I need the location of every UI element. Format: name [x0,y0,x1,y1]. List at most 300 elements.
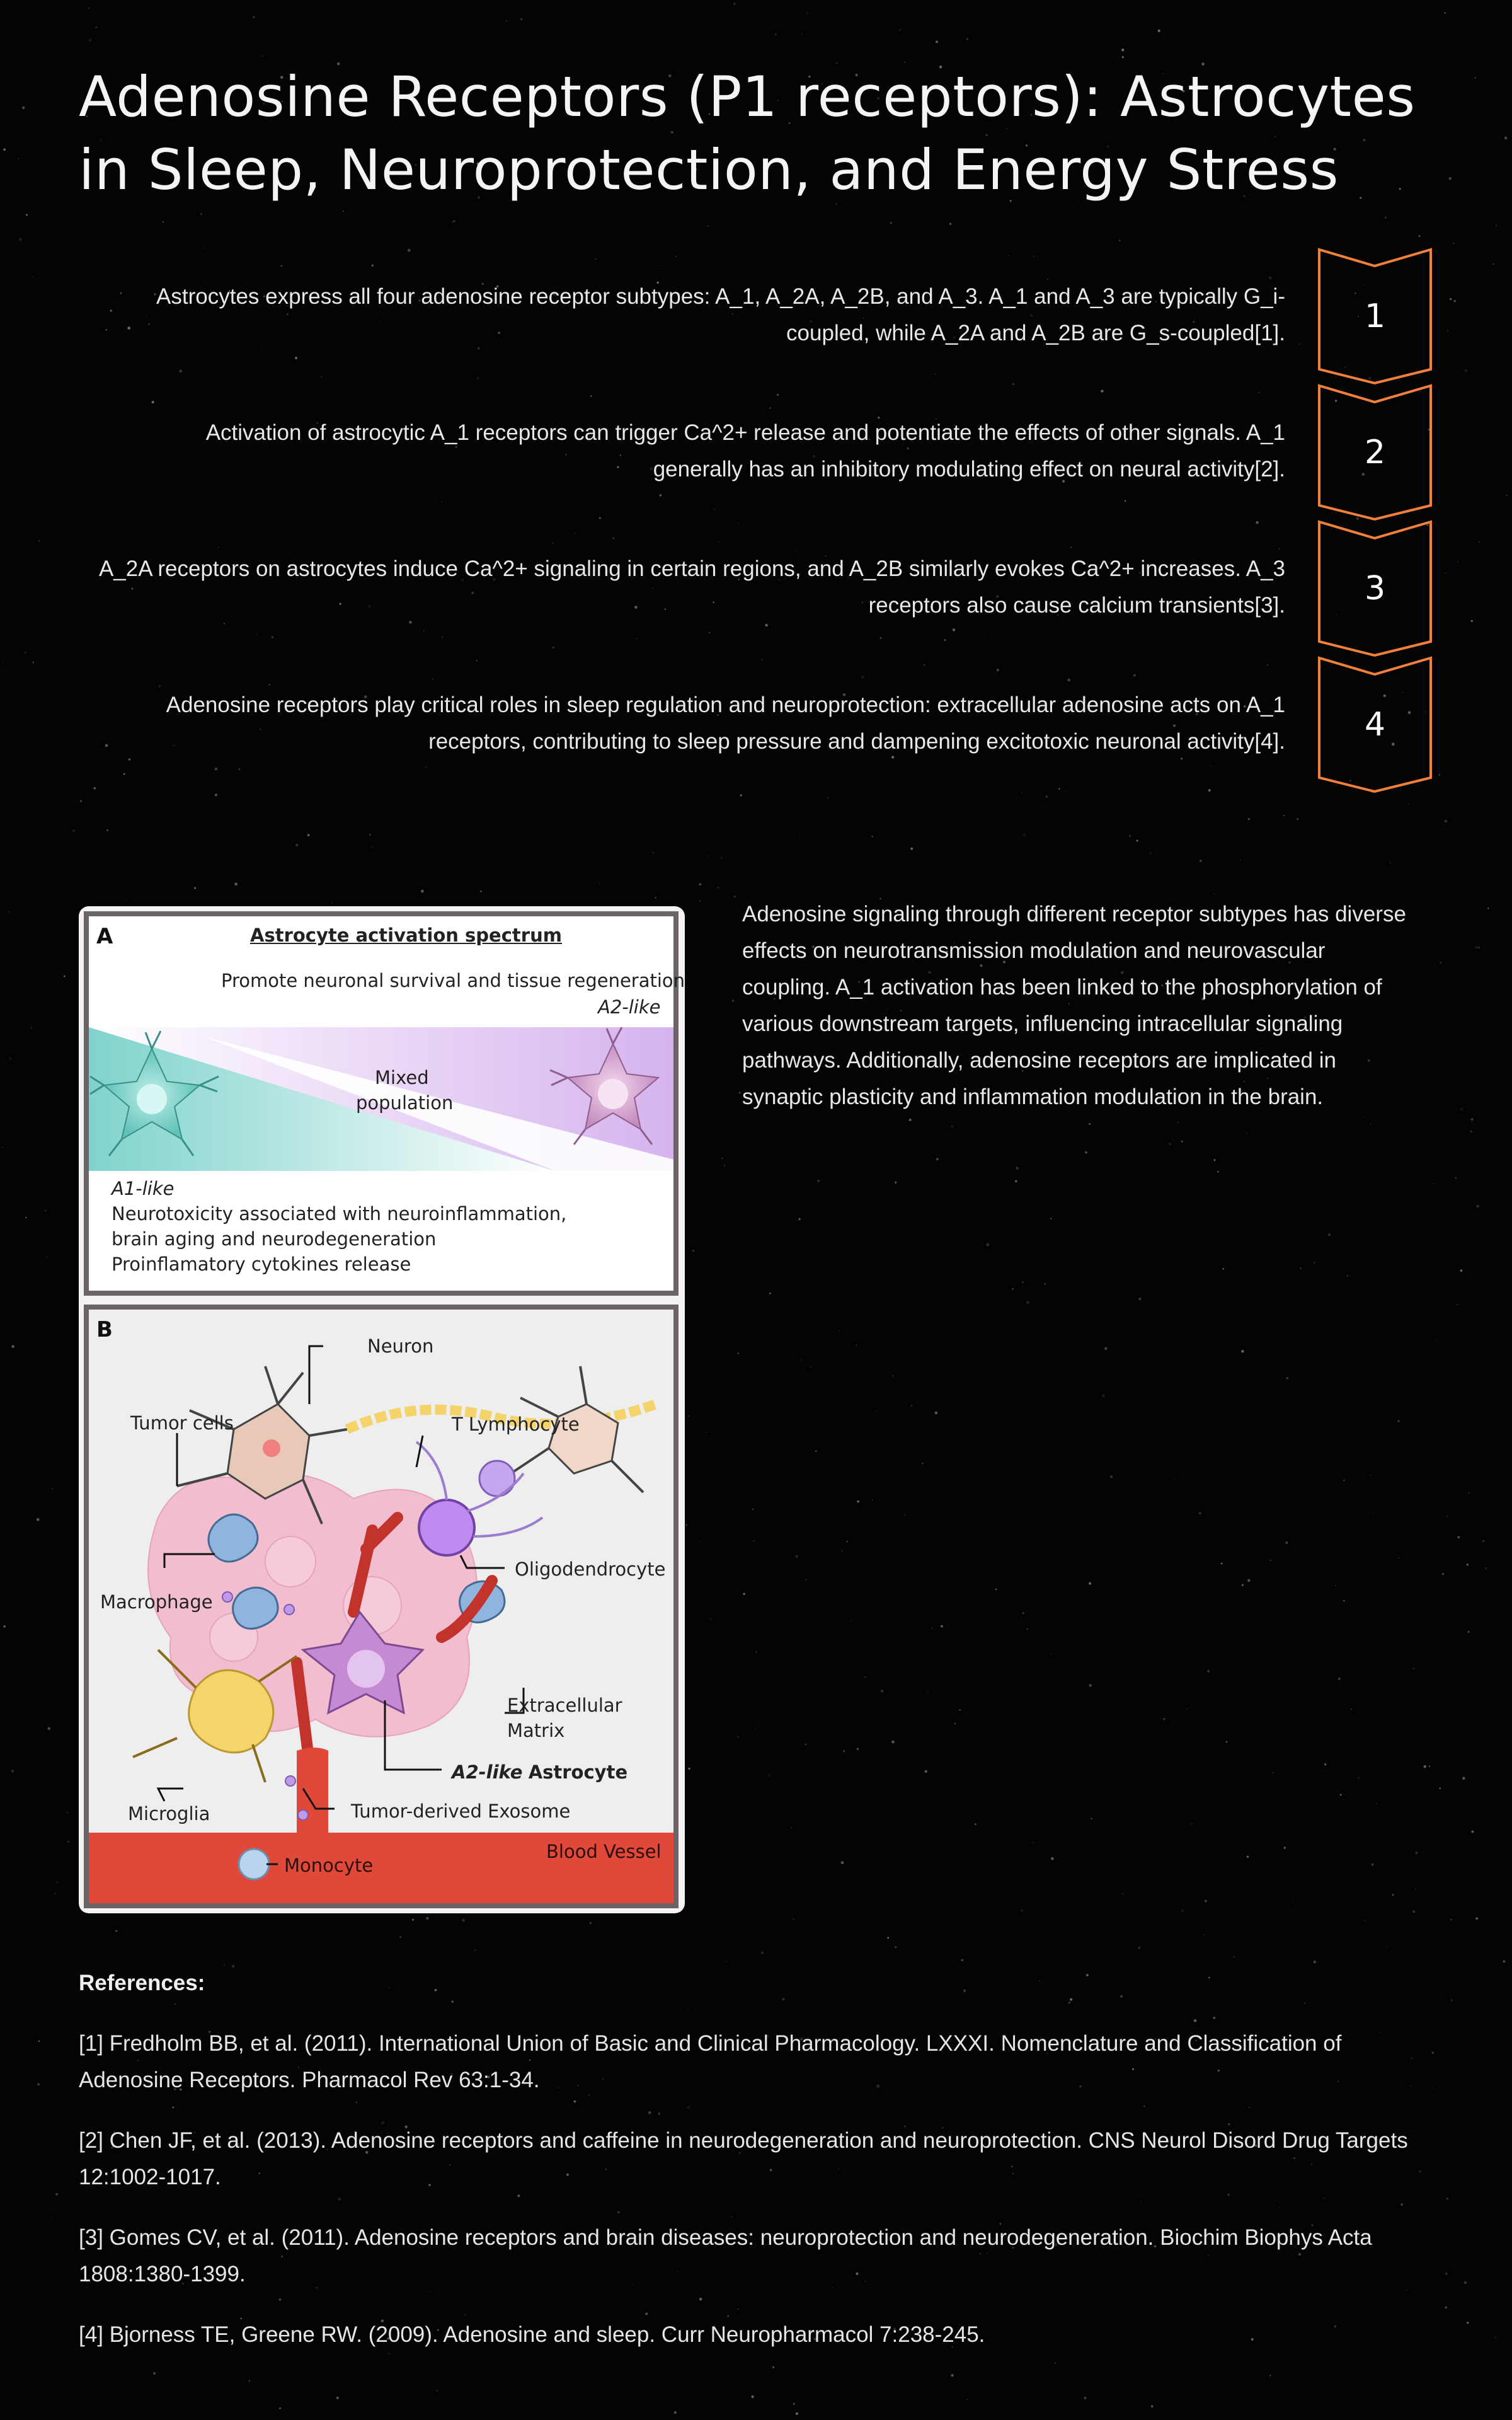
star-dot [986,1243,989,1247]
star-dot [1415,1852,1418,1854]
star-dot [26,214,28,216]
monocyte-label: Monocyte [284,1855,374,1876]
step-3-line-1: A_2A receptors on astrocytes induce Ca^2+ signaling in certain regions, and A_2B similarly evokes Ca^2+ increases. A_3 [98,556,1285,581]
star-dot [421,890,424,893]
a1-like-label: A1-like [112,1178,175,1199]
star-dot [892,1374,895,1377]
star-dot [1181,1141,1183,1143]
star-dot [904,1514,906,1516]
star-dot [1138,1298,1141,1300]
star-dot [1050,1218,1051,1219]
star-dot [975,1823,976,1825]
star-dot [1363,1116,1365,1118]
star-dot [1121,1893,1124,1895]
step-2-number: 2 [1364,434,1386,471]
mixed-label-line-2: population [356,1092,454,1114]
step-4-badge [1317,655,1433,794]
star-dot [966,38,969,40]
star-dot [1503,1960,1506,1962]
star-dot [796,1555,798,1558]
star-dot [726,1961,727,1962]
star-dot [1424,1765,1426,1768]
star-dot [1343,1480,1344,1481]
microglia-label: Microglia [128,1803,210,1824]
star-dot [1046,795,1048,797]
star-dot [769,1293,771,1294]
panel-a-top-text: Promote neuronal survival and tissue regeneration [221,970,685,991]
star-dot [752,1509,753,1510]
star-dot [890,222,892,224]
star-dot [699,1541,700,1543]
ecm-label-line-1: Extracellular [507,1695,622,1716]
star-dot [1138,1946,1140,1949]
star-dot [674,2411,677,2414]
references-section [79,1965,1433,2377]
star-dot [1012,1288,1014,1290]
star-dot [1398,1557,1399,1558]
star-dot [1413,1668,1415,1669]
star-dot [336,2397,339,2399]
star-dot [38,540,40,542]
star-dot [1051,1857,1054,1860]
star-dot [710,1618,711,1620]
star-dot [1158,30,1160,32]
star-dot [1358,1777,1360,1778]
side-paragraph-line-5: pathways. Additionally, adenosine receptors are implicated in [742,1048,1336,1073]
star-dot [1089,1123,1091,1125]
star-dot [215,793,217,796]
star-dot [1335,1585,1336,1586]
star-dot [1446,2198,1448,2199]
star-dot [1247,1579,1250,1582]
star-dot [857,1748,859,1750]
star-dot [64,1910,65,1911]
star-dot [768,1774,770,1777]
star-dot [1213,1159,1215,1161]
star-dot [793,2402,796,2405]
star-dot [796,2412,798,2415]
star-dot [412,1919,414,1921]
star-dot [163,221,164,222]
star-dot [846,1541,848,1543]
t-lymphocyte-cell [479,1461,515,1496]
star-dot [1285,1541,1288,1544]
star-dot [934,1412,937,1415]
star-dot [19,238,22,241]
step-4-line-2: receptors, contributing to sleep pressure and dampening excitotoxic neuronal activity[4]. [428,729,1285,754]
star-dot [1091,1818,1092,1819]
star-dot [426,1917,429,1920]
star-dot [1221,1563,1223,1565]
reference-3: [3] Gomes CV, et al. (2011). Adenosine receptors and brain diseases: neuroprotection and neurodegeneration. Biochim Biophys Acta 1808:1380-1399. [79,2225,1372,2286]
side-paragraph-line-1: Adenosine signaling through different receptor subtypes has diverse [742,902,1406,926]
star-dot [1032,1841,1034,1843]
star-dot [722,1158,723,1159]
star-dot [1372,1864,1374,1866]
star-dot [1104,1347,1108,1351]
star-dot [506,21,507,22]
star-dot [1181,1909,1184,1912]
star-dot [743,1593,745,1596]
star-dot [343,210,344,212]
star-dot [1343,1600,1345,1602]
star-dot [1412,1910,1416,1913]
star-dot [761,1951,764,1954]
star-dot [798,1218,801,1221]
star-dot [872,1499,873,1501]
star-dot [1445,2273,1448,2275]
star-dot [1474,77,1476,79]
star-dot [793,1918,794,1920]
star-dot [922,1463,924,1465]
star-dot [707,856,709,857]
panel-a-bottom-line-3: Proinflamatory cytokines release [112,1253,411,1275]
star-dot [68,1841,69,1842]
star-dot [1021,792,1022,793]
star-dot [598,882,600,885]
star-dot [1225,1741,1227,1743]
star-dot [295,844,298,846]
reference-4: [4] Bjorness TE, Greene RW. (2009). Adenosine and sleep. Curr Neuropharmacol 7:238-245. [79,2322,985,2347]
star-dot [1016,1167,1019,1170]
star-dot [1314,1262,1315,1263]
star-dot [1242,1584,1244,1586]
step-3-badge [1317,519,1433,658]
star-dot [839,1330,840,1331]
star-dot [1217,1171,1219,1173]
star-dot [1468,1631,1470,1633]
star-dot [895,1946,896,1948]
star-dot [1247,1235,1248,1236]
star-dot [1460,1108,1463,1110]
star-dot [739,1092,741,1093]
star-dot [1102,1395,1105,1397]
star-dot [1273,1772,1274,1773]
figure-panel-a [84,911,685,1296]
star-dot [55,2193,58,2196]
star-dot [1450,298,1452,301]
ecm-label-line-2: Matrix [507,1720,565,1741]
star-dot [253,16,255,18]
star-dot [1050,1654,1051,1655]
blood-vessel-label: Blood Vessel [546,1841,662,1862]
step-2-line-2: generally has an inhibitory modulating effect on neural activity[2]. [653,457,1285,481]
star-dot [1445,2307,1447,2309]
star-dot [1478,541,1480,543]
star-dot [1475,946,1477,948]
star-dot [1174,1478,1176,1480]
star-dot [733,3,736,5]
star-dot [57,1882,59,1883]
star-dot [134,836,135,838]
star-dot [1442,1573,1444,1575]
star-dot [1376,1803,1377,1804]
star-dot [11,1770,14,1772]
star-dot [1470,1130,1472,1132]
star-dot [1482,1540,1484,1542]
star-dot [1149,852,1152,855]
star-dot [9,1057,12,1060]
step-1 [79,247,1433,383]
star-dot [910,1405,912,1407]
step-2-text [79,383,1285,519]
star-dot [115,1930,117,1932]
star-dot [737,1736,739,1737]
star-dot [1419,235,1421,237]
star-dot [1300,1267,1302,1269]
star-dot [1457,1536,1460,1538]
star-dot [32,277,33,278]
star-dot [1385,217,1387,219]
star-dot [850,1620,852,1622]
star-dot [106,829,108,831]
star-dot [1397,1420,1399,1422]
star-dot [949,222,952,225]
star-dot [842,1550,843,1552]
step-1-number: 1 [1364,297,1386,335]
star-dot [1222,1268,1224,1270]
tumor-cells-label: Tumor cells [130,1412,234,1434]
a2-like-astrocyte-label [452,1760,627,1785]
side-paragraph-line-2: effects on neurotransmission modulation and neurovascular [742,938,1326,963]
a2-like-astrocyte-word: Astrocyte [528,1761,628,1783]
star-dot [1163,1718,1166,1720]
star-dot [1328,1233,1331,1236]
oligodendrocyte-label: Oligodendrocyte [515,1559,666,1580]
star-dot [961,1959,963,1961]
star-dot [262,56,263,57]
star-dot [1283,1847,1285,1848]
star-dot [1121,49,1124,51]
star-dot [1451,2000,1453,2002]
star-dot [692,1250,694,1252]
star-dot [1207,1670,1210,1673]
star-dot [31,1027,32,1028]
star-dot [699,883,701,885]
star-dot [1467,1564,1469,1565]
star-dot [462,1919,464,1922]
star-dot [724,1165,725,1166]
star-dot [40,2060,41,2061]
star-dot [474,1950,476,1951]
star-dot [126,899,127,900]
star-dot [1234,1956,1235,1957]
star-dot [1439,1787,1441,1789]
star-dot [801,1360,802,1361]
star-dot [941,1625,943,1628]
star-dot [2,1146,4,1148]
star-dot [3,661,4,662]
star-dot [1084,2397,1086,2399]
a2-like-astrocyte-prefix: A2-like [452,1761,523,1783]
step-2-line-1: Activation of astrocytic A_1 receptors can trigger Ca^2+ release and potentiate the effects of other signals. A_1 [205,420,1285,445]
star-dot [369,834,371,836]
monocyte-cell [239,1849,269,1879]
star-dot [18,158,19,159]
star-dot [841,1861,844,1864]
star-dot [371,846,373,848]
star-dot [1471,1831,1474,1833]
star-dot [1286,1377,1288,1380]
star-dot [1297,818,1298,820]
star-dot [843,1750,845,1752]
star-dot [1494,2336,1497,2339]
star-dot [1464,369,1467,372]
star-dot [1487,908,1489,909]
star-dot [1089,1684,1092,1687]
star-dot [64,976,66,977]
star-dot [1478,947,1479,948]
star-dot [1365,1230,1366,1231]
star-dot [480,890,482,892]
star-dot [1347,1276,1348,1277]
star-dot [25,1217,26,1218]
star-dot [717,887,719,889]
star-dot [1340,1794,1342,1795]
star-dot [89,39,91,42]
star-dot [1464,2281,1467,2284]
star-dot [1283,815,1285,816]
star-dot [590,1922,592,1924]
panel-a-bottom-line-2: brain aging and neurodegeneration [112,1228,437,1250]
step-4-line-1: Adenosine receptors play critical roles in sleep regulation and neuroprotection: extracellular adenosine acts on A_1 [166,693,1285,717]
star-dot [775,33,777,35]
mixed-label-line-1: Mixed [375,1067,429,1088]
t-lymphocyte-label: T Lymphocyte [452,1414,580,1435]
star-dot [1476,1205,1479,1208]
star-dot [51,2217,52,2218]
star-dot [1462,1777,1465,1780]
star-dot [46,1255,48,1257]
star-dot [80,800,82,802]
star-dot [1338,1678,1341,1680]
star-dot [1440,962,1441,964]
star-dot [3,1625,6,1628]
star-dot [1137,839,1138,841]
star-dot [1458,561,1459,562]
star-dot [1190,1823,1193,1825]
star-dot [1364,1920,1366,1922]
star-dot [931,1628,932,1629]
star-dot [1203,1934,1205,1935]
star-dot [1450,1919,1452,1921]
star-dot [3,148,6,151]
star-dot [95,26,98,28]
star-dot [815,1451,816,1452]
figure-panel-b [84,1305,679,1908]
star-dot [1454,300,1456,302]
star-dot [732,1000,735,1002]
star-dot [1027,1628,1028,1630]
step-1-line-1: Astrocytes express all four adenosine receptor subtypes: A_1, A_2A, A_2B, and A_3. A_1 and A_3 are typically G_i- [156,284,1285,309]
star-dot [47,1727,50,1730]
star-dot [307,834,310,836]
star-dot [1151,2405,1154,2407]
star-dot [37,2083,40,2085]
star-dot [11,1345,14,1347]
star-dot [887,1937,889,1939]
star-dot [951,1126,953,1127]
panel-a-bottom-line-1: Neurotoxicity associated with neuroinflammation, [112,1203,567,1224]
side-paragraph-line-4: various downstream targets, influencing intracellular signaling [742,1011,1343,1036]
reference-2: [2] Chen JF, et al. (2013). Adenosine receptors and caffeine in neurodegeneration and neuroprotection. CNS Neurol Disord Drug Targets 12:1002-1017. [79,2128,1408,2189]
star-dot [805,1744,806,1745]
star-dot [1213,894,1215,895]
side-paragraph-line-3: coupling. A_1 activation has been linked to the phosphorylation of [742,975,1382,1000]
star-dot [1351,1708,1352,1710]
star-dot [791,1827,793,1828]
star-dot [1200,860,1202,862]
star-dot [1015,1180,1017,1183]
star-dot [1122,56,1125,59]
star-dot [1247,1855,1249,1858]
star-dot [1177,1121,1179,1124]
star-dot [1270,1560,1271,1561]
references-title: References: [79,1971,205,1995]
star-dot [25,652,26,653]
step-2 [79,383,1433,519]
star-dot [1439,774,1440,775]
step-1-text [79,247,1285,383]
star-dot [827,797,828,798]
panel-a-title: Astrocyte activation spectrum [250,925,562,946]
macrophage-label: Macrophage [100,1591,213,1613]
star-dot [32,662,33,663]
star-dot [910,848,913,850]
star-dot [865,1677,866,1678]
star-dot [1429,1765,1430,1766]
panel-b-label: B [96,1317,113,1342]
star-dot [1504,137,1508,140]
star-dot [688,1415,689,1417]
star-dot [1449,177,1452,180]
star-dot [925,1770,927,1773]
star-dot [707,226,709,227]
star-dot [954,1723,956,1725]
star-dot [755,1651,757,1653]
star-dot [331,902,333,904]
star-dot [38,2041,40,2043]
star-dot [1457,1304,1458,1305]
star-dot [1089,1582,1091,1585]
star-dot [1241,1350,1244,1353]
step-3-number: 3 [1364,570,1386,608]
star-dot [1246,1133,1247,1134]
star-dot [856,1344,857,1346]
a2-like-label: A2-like [598,996,661,1018]
step-4 [79,655,1433,792]
star-dot [899,28,902,31]
star-dot [37,1518,40,1521]
star-dot [1433,1183,1435,1185]
step-2-badge [1317,383,1433,522]
star-dot [400,1937,401,1938]
star-dot [1045,1283,1046,1285]
star-dot [1097,831,1099,832]
star-dot [685,1524,688,1526]
star-dot [200,213,203,216]
star-dot [1446,1516,1447,1517]
star-dot [1011,2418,1012,2419]
star-dot [436,2389,438,2391]
star-dot [1493,263,1494,265]
star-dot [248,2380,250,2382]
star-dot [753,1540,755,1541]
star-dot [1248,818,1250,820]
star-dot [54,1893,55,1894]
star-dot [1453,243,1454,244]
star-dot [891,1741,895,1744]
